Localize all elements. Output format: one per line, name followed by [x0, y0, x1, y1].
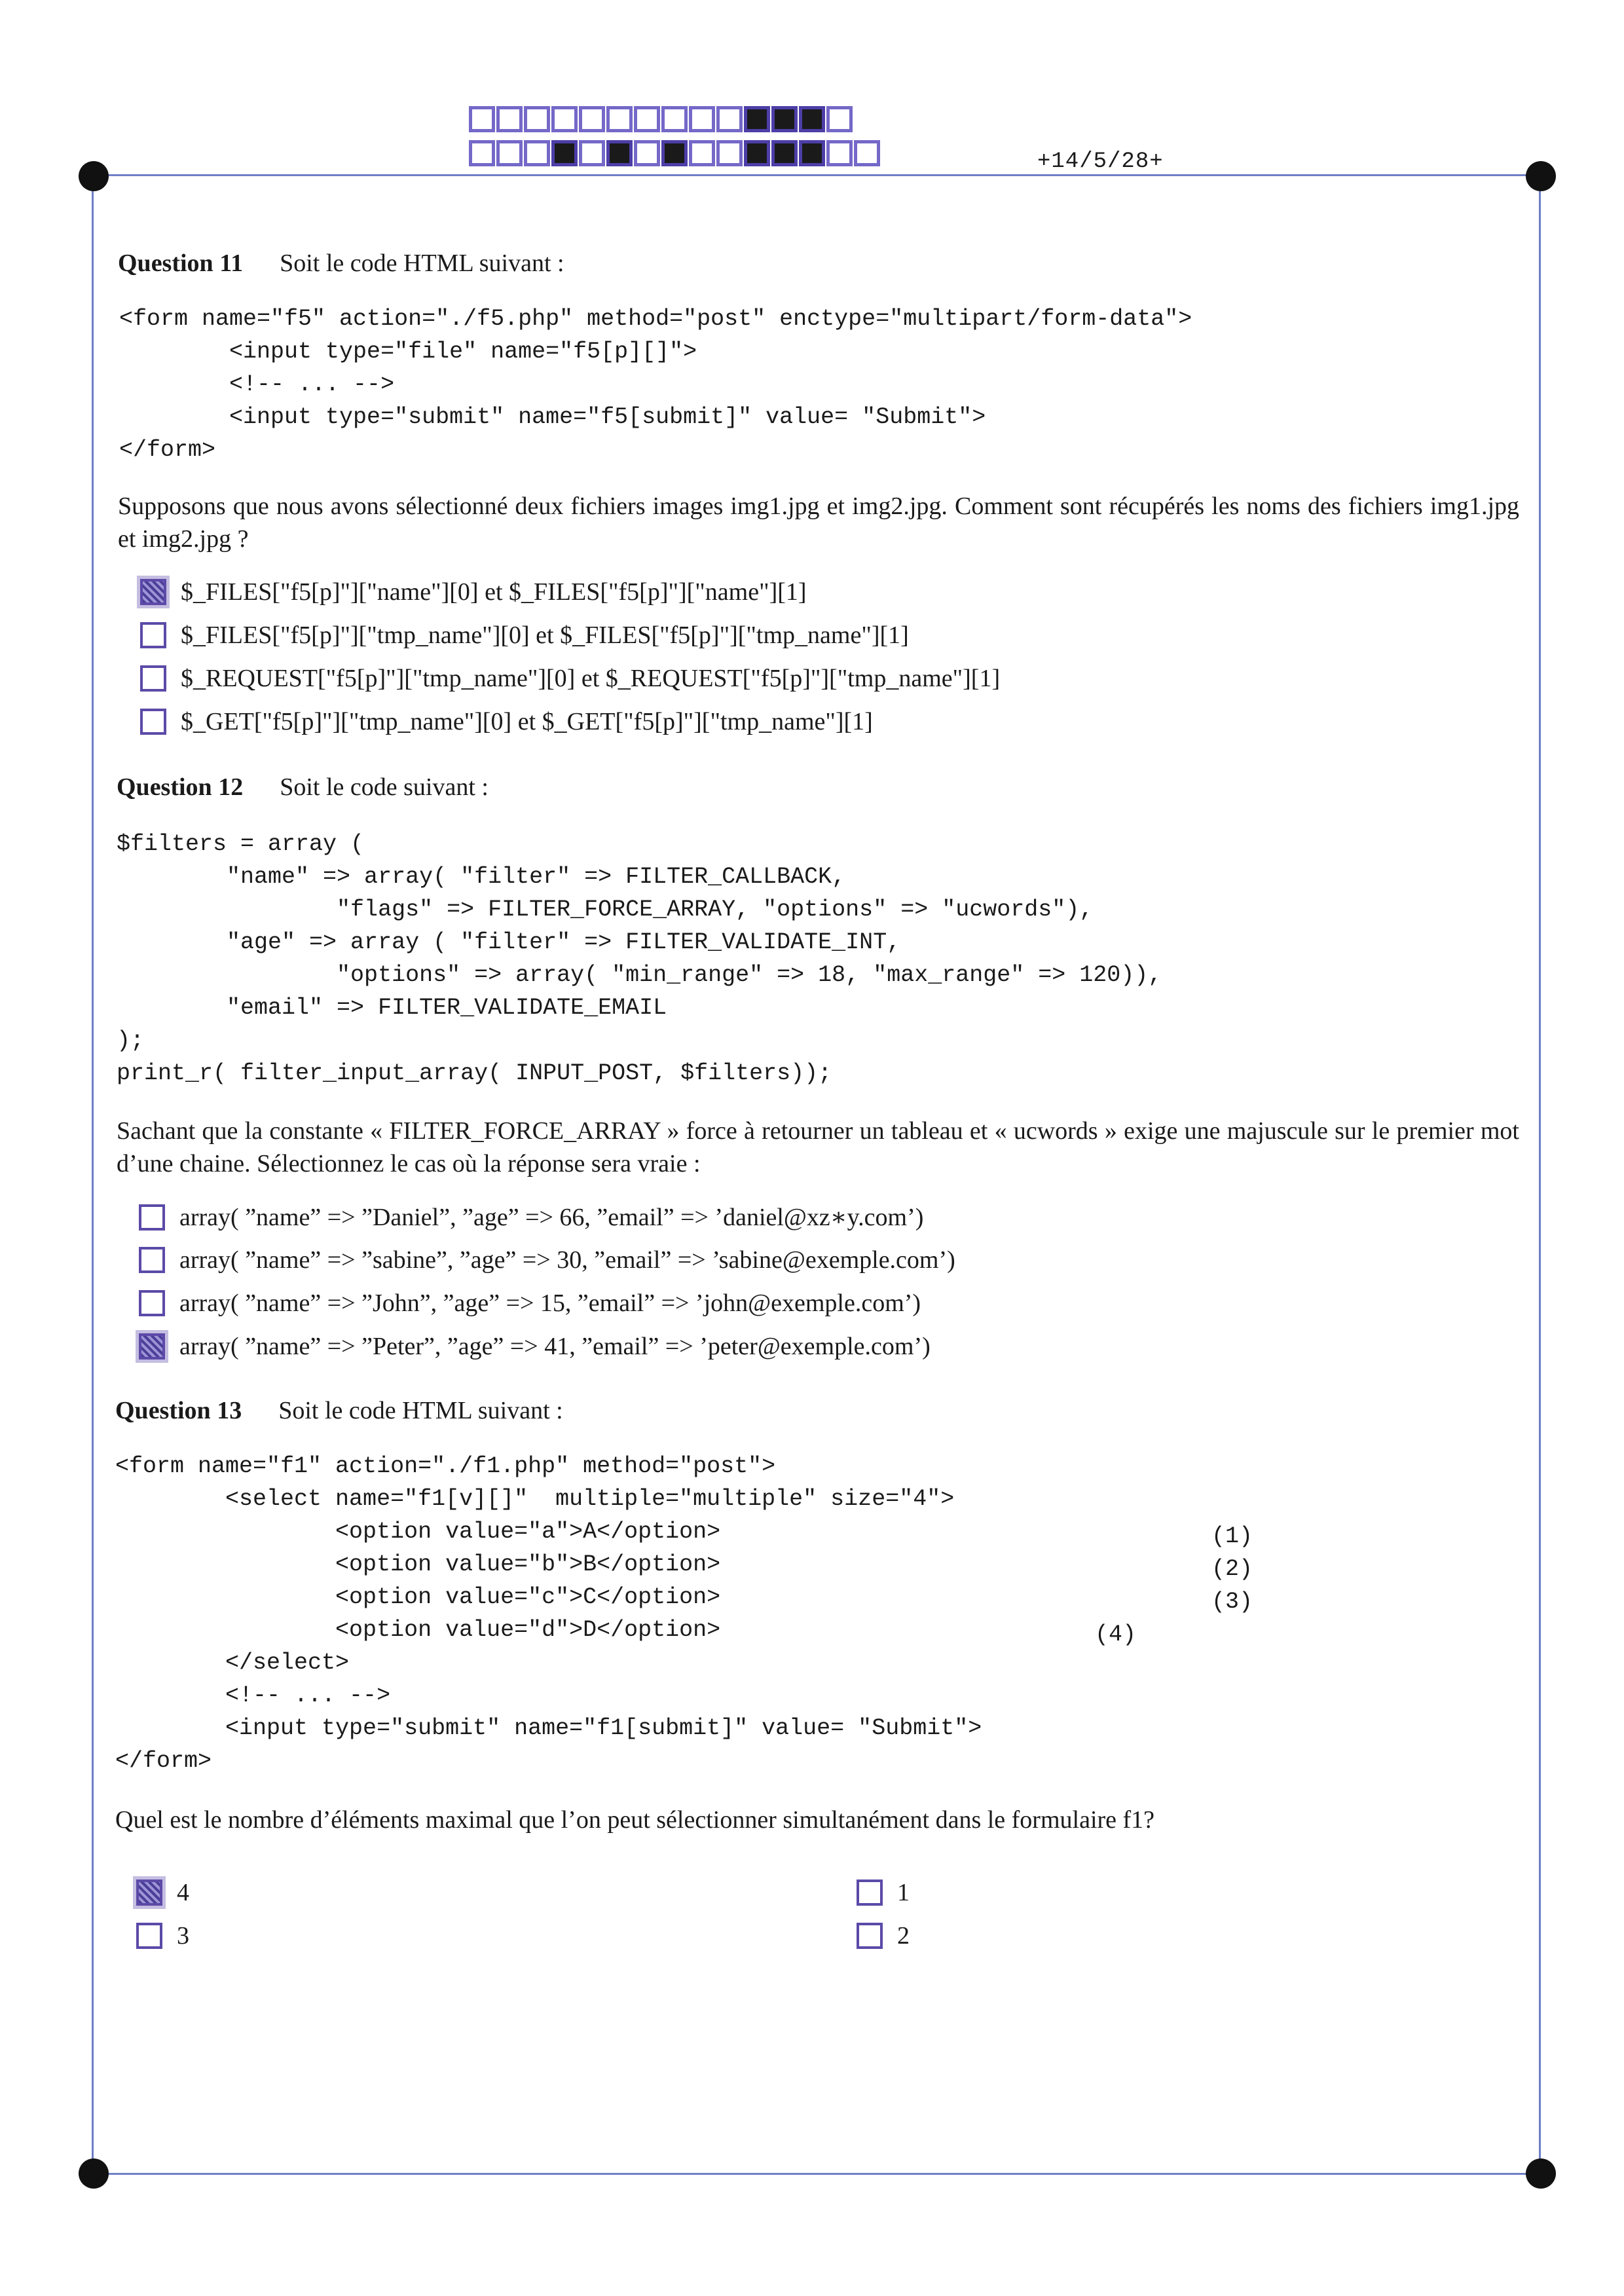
question-intro: Soit le code HTML suivant : [278, 1397, 563, 1424]
question-12-header [117, 773, 489, 802]
code-line-label: (4) [1095, 1621, 1137, 1648]
code-line-label: (3) [1211, 1589, 1253, 1615]
question-12-text: Sachant que la constante « FILTER_FORCE_ARRAY » force à retourner un tableau et « ucwords » exige une majuscule sur le premier mot d’une chaine. Sélectionnez le cas où la réponse sera vraie : [117, 1117, 1519, 1177]
barcode-cell-filled [799, 140, 825, 166]
checkbox[interactable] [857, 1879, 883, 1906]
barcode-cell-empty [579, 140, 605, 166]
checkbox-checked[interactable] [136, 1879, 162, 1906]
barcode-row-1 [469, 106, 854, 132]
question-13-text: Quel est le nombre d’éléments maximal que l’on peut sélectionner simultanément dans le formulaire f1? [115, 1806, 1155, 1834]
frame-left-line [92, 174, 94, 2173]
checkbox[interactable] [139, 1290, 165, 1316]
page-id: +14/5/28+ [1037, 149, 1164, 174]
choice-label: $_FILES["f5[p]"]["tmp_name"][0] et $_FILES["f5[p]"]["tmp_name"][1] [181, 621, 909, 649]
barcode-cell-empty [524, 106, 550, 132]
barcode-cell-empty [579, 106, 605, 132]
corner-mark-top-left [79, 161, 109, 191]
question-12-code: $filters = array ( "name" => array( "filter" => FILTER_CALLBACK, "flags" => FILTER_FORCE_ARRAY, "options" => "ucwords"), "age" => array ( "filter" => FILTER_VALIDATE_INT, "options" => array( "min_range" => 18, "max_range" => 120)), "email" => FILTER_VALIDATE_EMAIL ); print_r( filter_input_array( INPUT_POST, $filters)); [117, 831, 1162, 1086]
q12-choice-3[interactable] [139, 1289, 921, 1318]
choice-label: 1 [897, 1879, 910, 1906]
checkbox[interactable] [140, 622, 166, 648]
question-13-code: <form name="f1" action="./f1.php" method="post"> <select name="f1[v][]" multiple="multiple" size="4"> <option value="a">A</option> <option value="b">B</option> <option value="c">C</option> <option value="d">D</option> </select> <!-- ... --> <input type="submit" name="f1[submit]" value= "Submit"> </form> [115, 1453, 982, 1774]
barcode-cell-empty [716, 140, 743, 166]
barcode-cell-empty [634, 106, 660, 132]
checkbox[interactable] [857, 1923, 883, 1949]
barcode-cell-empty [854, 140, 880, 166]
barcode-cell-empty [826, 140, 853, 166]
frame-bottom-line [92, 2173, 1539, 2175]
question-intro: Soit le code HTML suivant : [280, 250, 564, 277]
q13-choice-4[interactable] [136, 1878, 189, 1907]
barcode-cell-filled [551, 140, 578, 166]
barcode-cell-filled [606, 140, 633, 166]
code-line-label: (1) [1211, 1523, 1253, 1549]
q13-choice-1[interactable] [857, 1878, 910, 1907]
choice-label: 4 [177, 1879, 189, 1906]
frame-right-line [1539, 174, 1541, 2173]
barcode-cell-filled [771, 106, 798, 132]
q11-choice-3[interactable] [140, 664, 1000, 693]
barcode-cell-empty [496, 140, 523, 166]
choice-label: $_FILES["f5[p]"]["name"][0] et $_FILES["f5[p]"]["name"][1] [181, 578, 807, 606]
q13-choice-3[interactable] [136, 1921, 189, 1950]
choice-label: 2 [897, 1922, 910, 1950]
barcode-cell-empty [826, 106, 853, 132]
barcode-cell-filled [744, 140, 770, 166]
corner-mark-bottom-left [79, 2158, 109, 2189]
checkbox[interactable] [139, 1204, 165, 1231]
barcode-cell-empty [469, 106, 495, 132]
q11-choice-1[interactable] [140, 578, 807, 606]
barcode-cell-empty [606, 106, 633, 132]
question-number: Question 12 [117, 773, 244, 801]
barcode-cell-empty [661, 106, 688, 132]
q11-choice-4[interactable] [140, 707, 873, 736]
checkbox-checked[interactable] [140, 579, 166, 605]
corner-mark-bottom-right [1526, 2158, 1556, 2189]
question-number: Question 11 [118, 250, 244, 277]
barcode-row-2 [469, 140, 881, 166]
corner-mark-top-right [1526, 161, 1556, 191]
q12-choice-1[interactable] [139, 1202, 923, 1232]
q13-choice-2[interactable] [857, 1921, 910, 1950]
barcode-cell-empty [469, 140, 495, 166]
choice-label: array( ”name” => ”sabine”, ”age” => 30, ”email” => ’sabine@exemple.com’) [179, 1246, 955, 1274]
choice-label: $_REQUEST["f5[p]"]["tmp_name"][0] et $_REQUEST["f5[p]"]["tmp_name"][1] [181, 665, 1001, 692]
question-11-code: <form name="f5" action="./f5.php" method="post" enctype="multipart/form-data"> <input type="file" name="f5[p][]"> <!-- ... --> <input type="submit" name="f5[submit]" value= "Submit"> </form> [119, 306, 1192, 463]
choice-label: 3 [177, 1922, 189, 1950]
barcode-cell-empty [689, 140, 715, 166]
code-line-label: (2) [1211, 1556, 1253, 1582]
barcode-cell-empty [689, 106, 715, 132]
barcode-cell-filled [799, 106, 825, 132]
barcode-cell-empty [551, 106, 578, 132]
choice-label: array( ”name” => ”Peter”, ”age” => 41, ”email” => ’peter@exemple.com’) [179, 1333, 931, 1360]
checkbox[interactable] [140, 665, 166, 692]
barcode-cell-filled [661, 140, 688, 166]
choice-label: array( ”name” => ”John”, ”age” => 15, ”email” => ’john@exemple.com’) [179, 1289, 921, 1317]
checkbox[interactable] [136, 1923, 162, 1949]
checkbox[interactable] [140, 709, 166, 735]
q12-choice-2[interactable] [139, 1246, 955, 1274]
question-13-header [115, 1396, 563, 1425]
question-11-text: Supposons que nous avons sélectionné deux fichiers images img1.jpg et img2.jpg. Comment sont récupérés les noms des fichiers img1.jpg et img2.jpg ? [118, 492, 1519, 553]
barcode-cell-empty [634, 140, 660, 166]
question-intro: Soit le code suivant : [280, 773, 489, 801]
barcode-cell-filled [744, 106, 770, 132]
checkbox[interactable] [139, 1247, 165, 1273]
q12-choice-4[interactable] [139, 1332, 931, 1361]
barcode-cell-empty [496, 106, 523, 132]
question-number: Question 13 [115, 1397, 242, 1424]
q11-choice-2[interactable] [140, 621, 909, 650]
choice-label: array( ”name” => ”Daniel”, ”age” => 66, ”email” => ’daniel@xz∗y.com’) [179, 1204, 924, 1231]
question-11-header [118, 249, 564, 278]
frame-top-line [92, 174, 1539, 176]
checkbox-checked[interactable] [139, 1333, 165, 1360]
barcode-cell-empty [524, 140, 550, 166]
barcode-cell-filled [771, 140, 798, 166]
barcode-cell-empty [716, 106, 743, 132]
choice-label: $_GET["f5[p]"]["tmp_name"][0] et $_GET["f5[p]"]["tmp_name"][1] [181, 708, 873, 735]
